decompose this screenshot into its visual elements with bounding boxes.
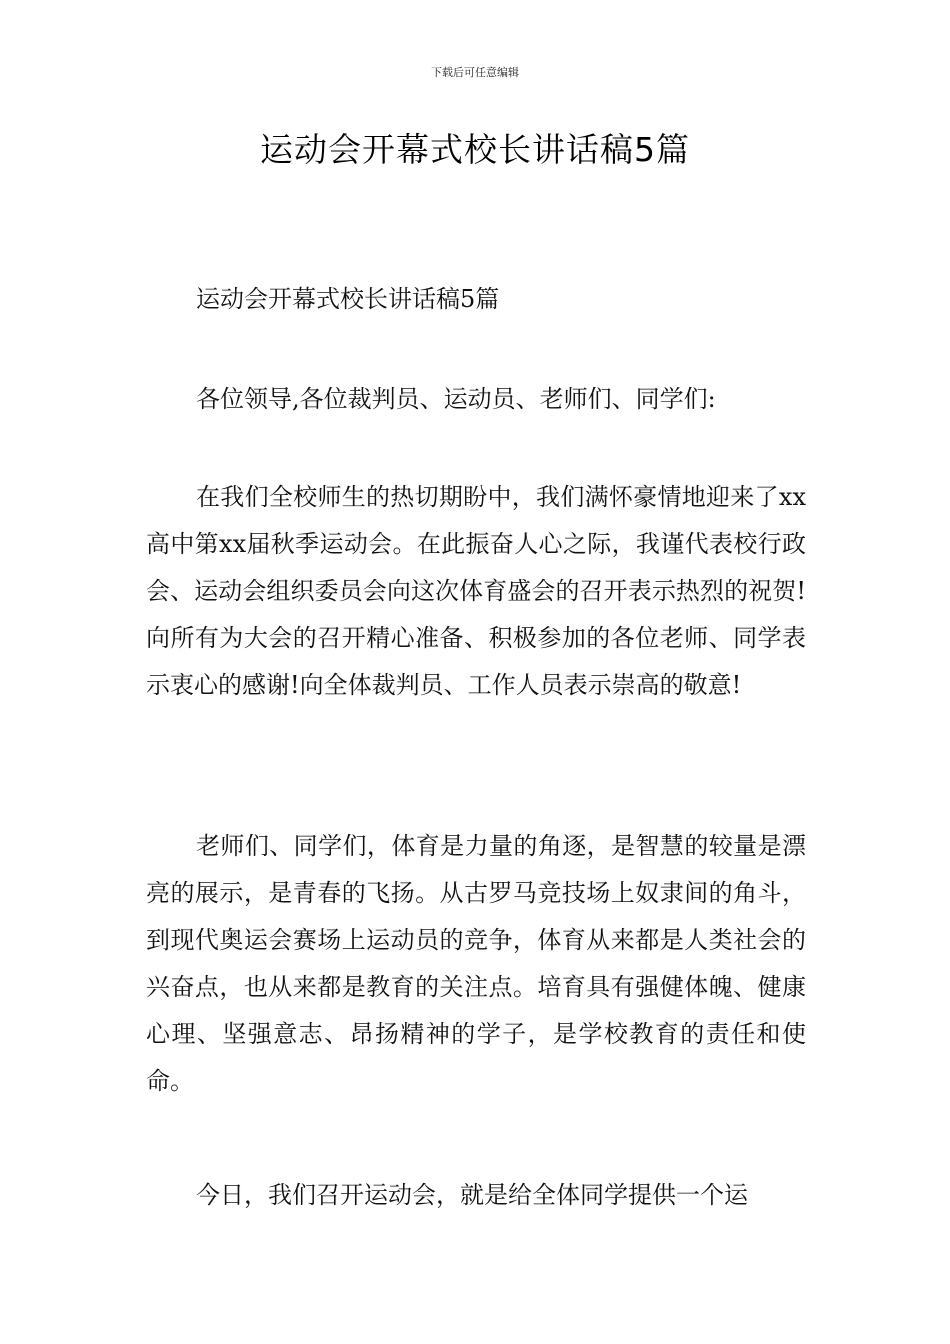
- document-subtitle: 运动会开幕式校长讲话稿5篇: [196, 285, 500, 313]
- document-title: 运动会开幕式校长讲话稿5篇: [260, 130, 690, 169]
- paragraph-3: 今日，我们召开运动会，就是给全体同学提供一个运: [196, 1181, 748, 1209]
- header-note: 下载后可任意编辑: [431, 66, 519, 79]
- paragraph-1: 在我们全校师生的热切期盼中，我们满怀豪情地迎来了xx高中第xx届秋季运动会。在此振奋人心之际，我谨代表校行政会、运动会组织委员会向这次体育盛会的召开表示热烈的祝贺!向所有为大会的召开精心准备、积极参加的各位老师、同学表示衷心的感谢!向全体裁判员、工作人员表示崇高的敬意!: [146, 483, 806, 699]
- greeting-line: 各位领导,各位裁判员、运动员、老师们、同学们:: [196, 385, 716, 413]
- paragraph-2: 老师们、同学们，体育是力量的角逐，是智慧的较量是漂亮的展示，是青春的飞扬。从古罗马竞技场上奴隶间的角斗，到现代奥运会赛场上运动员的竞争，体育从来都是人类社会的兴奋点，也从来都是教育的关注点。培育具有强健体魄、健康心理、坚强意志、昂扬精神的学子，是学校教育的责任和使命。: [146, 832, 806, 1095]
